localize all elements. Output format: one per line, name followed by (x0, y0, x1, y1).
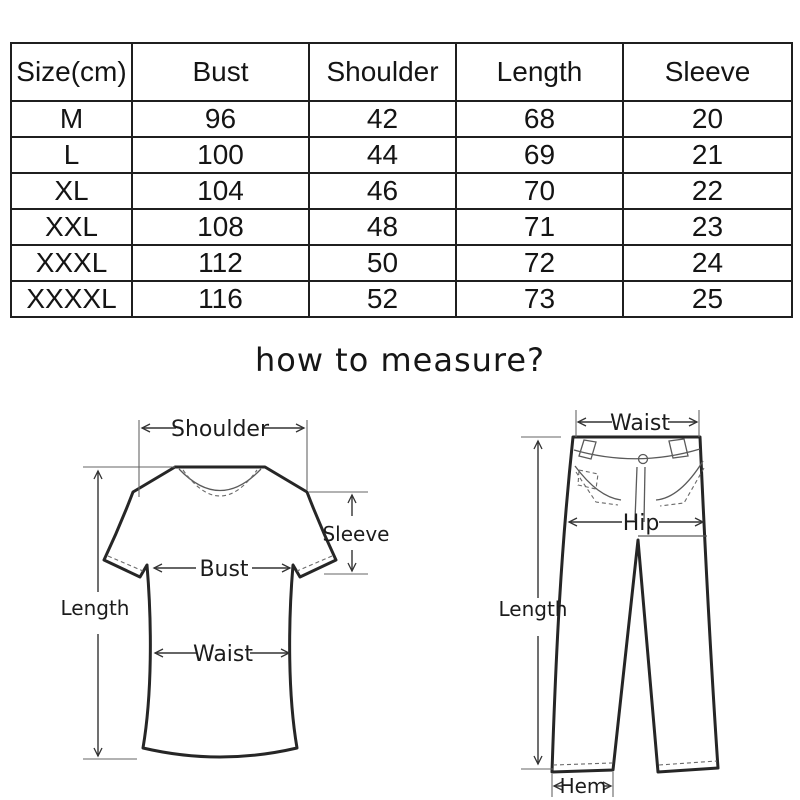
hip-label: Hip (622, 511, 660, 536)
cell-shoulder: 48 (309, 209, 456, 245)
cell-size: L (11, 137, 132, 173)
cell-bust: 116 (132, 281, 309, 317)
size-table-header (11, 43, 792, 101)
shirt-waist-label: Waist (192, 642, 254, 667)
cell-length: 69 (456, 137, 623, 173)
cell-shoulder: 42 (309, 101, 456, 137)
cell-sleeve: 21 (623, 137, 792, 173)
belt-loop-right (669, 439, 688, 458)
table-row-xxl (11, 209, 792, 245)
hem-label: Hem (559, 774, 607, 798)
cell-size: M (11, 101, 132, 137)
col-header-sleeve: Sleeve (623, 43, 792, 101)
hem-right-seam (659, 761, 717, 765)
shoulder-label: Shoulder (171, 417, 269, 442)
cell-bust: 104 (132, 173, 309, 209)
cell-shoulder: 44 (309, 137, 456, 173)
cell-size: XL (11, 173, 132, 209)
cell-sleeve: 20 (623, 101, 792, 137)
cell-length: 68 (456, 101, 623, 137)
collar-back-arc (183, 470, 257, 496)
pants-length-label: Length (498, 597, 568, 621)
pants-diagram (499, 410, 718, 798)
col-header-shoulder: Shoulder (309, 43, 456, 101)
table-row-xxxl (11, 245, 792, 281)
cell-shoulder: 50 (309, 245, 456, 281)
cell-size: XXXL (11, 245, 132, 281)
measure-diagram (0, 385, 800, 800)
cell-bust: 96 (132, 101, 309, 137)
cell-bust: 100 (132, 137, 309, 173)
cell-shoulder: 52 (309, 281, 456, 317)
table-row-xl (11, 173, 792, 209)
section-title: how to measure? (254, 341, 546, 379)
col-header-bust: Bust (132, 43, 309, 101)
hem-left-seam (553, 763, 612, 765)
pants-waist-label: Waist (609, 411, 671, 436)
cell-sleeve: 24 (623, 245, 792, 281)
shirt-length-label: Length (60, 596, 130, 620)
size-table (10, 42, 793, 318)
cell-length: 71 (456, 209, 623, 245)
table-row-m (11, 101, 792, 137)
cell-shoulder: 46 (309, 173, 456, 209)
cell-sleeve: 23 (623, 209, 792, 245)
col-header-length: Length (456, 43, 623, 101)
belt-loop-left (579, 440, 596, 459)
cell-length: 72 (456, 245, 623, 281)
table-row-l (11, 137, 792, 173)
cell-bust: 112 (132, 245, 309, 281)
cell-size: XXL (11, 209, 132, 245)
cell-size: XXXXL (11, 281, 132, 317)
cell-length: 73 (456, 281, 623, 317)
size-table-body (11, 101, 792, 317)
col-header-size: Size(cm) (11, 43, 132, 101)
table-row-xxxxl (11, 281, 792, 317)
bust-label: Bust (199, 557, 249, 582)
cell-sleeve: 25 (623, 281, 792, 317)
cell-length: 70 (456, 173, 623, 209)
tshirt-diagram (61, 417, 390, 759)
sleeve-label: Sleeve (322, 522, 390, 546)
cell-sleeve: 22 (623, 173, 792, 209)
header-row (11, 43, 792, 101)
cell-bust: 108 (132, 209, 309, 245)
tshirt-outline (104, 467, 336, 757)
pocket-right-arc (656, 461, 703, 500)
